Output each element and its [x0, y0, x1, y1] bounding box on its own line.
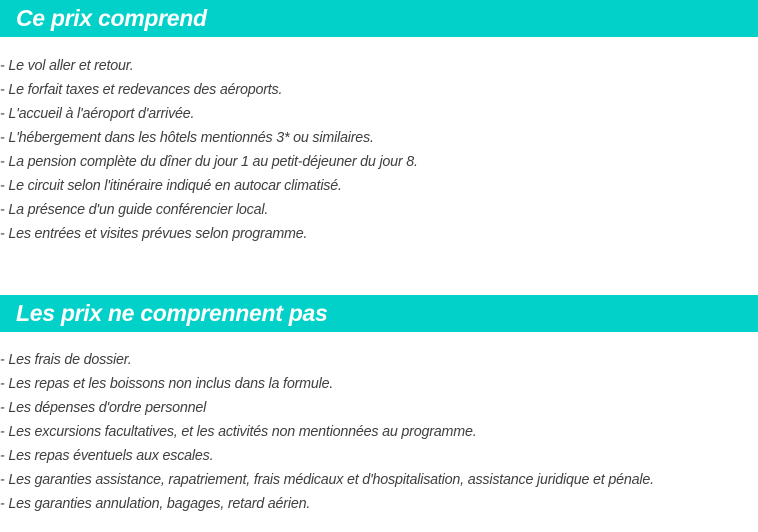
list-item: - Le vol aller et retour.	[0, 58, 134, 74]
list-item: - La pension complète du dîner du jour 1 au petit-déjeuner du jour 8.	[0, 154, 418, 170]
list-item: - Les frais de dossier.	[0, 352, 132, 368]
section-title-included: Ce prix comprend	[16, 5, 207, 31]
list-item: - Le circuit selon l'itinéraire indiqué en autocar climatisé.	[0, 178, 342, 194]
list-item: - Les repas et les boissons non inclus dans la formule.	[0, 376, 334, 392]
list-item: - Les dépenses d'ordre personnel	[0, 400, 207, 416]
excluded-list	[0, 348, 654, 516]
included-list	[0, 54, 418, 246]
list-item: - L'hébergement dans les hôtels mentionnés 3* ou similaires.	[0, 130, 374, 146]
list-item: - Les garanties annulation, bagages, retard aérien.	[0, 496, 311, 512]
list-item: - La présence d'un guide conférencier local.	[0, 202, 269, 218]
list-item: - Les entrées et visites prévues selon programme.	[0, 226, 308, 242]
list-item: - Le forfait taxes et redevances des aéroports.	[0, 82, 283, 98]
list-item: - Les garanties assistance, rapatriement, frais médicaux et d'hospitalisation, assistance juridique et pénale.	[0, 472, 654, 488]
list-item: - Les repas éventuels aux escales.	[0, 448, 214, 464]
list-item: - L'accueil à l'aéroport d'arrivée.	[0, 106, 195, 122]
list-item: - Les excursions facultatives, et les activités non mentionnées au programme.	[0, 424, 477, 440]
section-title-excluded: Les prix ne comprennent pas	[16, 300, 328, 326]
section-header-included	[0, 0, 758, 37]
section-header-excluded	[0, 295, 758, 332]
